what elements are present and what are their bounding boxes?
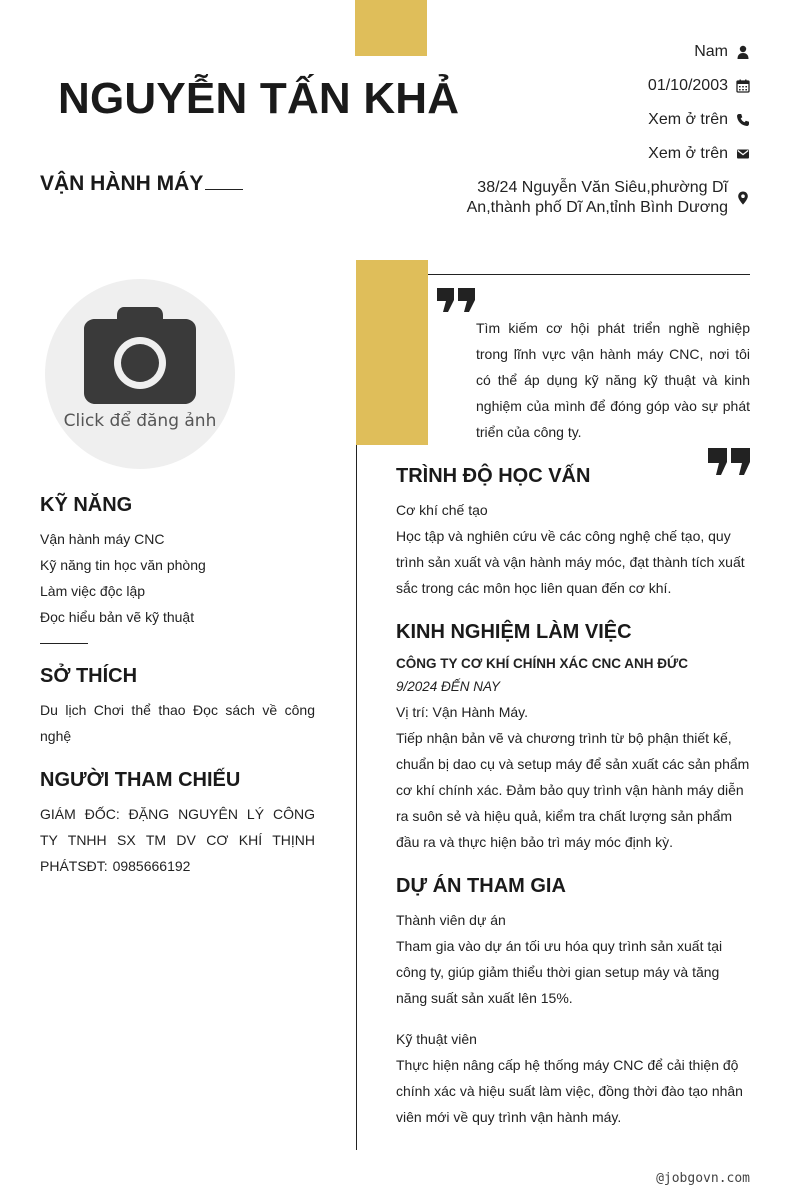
project-role: Thành viên dự án xyxy=(396,912,506,928)
projects-heading: DỰ ÁN THAM GIA xyxy=(396,875,566,897)
project-role: Kỹ thuật viên xyxy=(396,1031,477,1047)
avatar-caption: Click để đăng ảnh xyxy=(63,411,217,431)
accent-block-top xyxy=(355,0,427,56)
references-text: GIÁM ĐỐC: ĐẶNG NGUYÊN LÝ CÔNG TY TNHH SX TM DV CƠ KHÍ THỊNH PHÁTSĐT: 0985666192 xyxy=(40,806,315,874)
project-description: Tham gia vào dự án tối ưu hóa quy trình sản xuất tại công ty, giúp giảm thiểu thời gian setup máy và tăng năng suất sản xuất lên 15%. xyxy=(396,938,723,1006)
experience-description: Tiếp nhận bản vẽ và chương trình từ bộ phận thiết kế, chuẩn bị dao cụ và setup máy để sản xuất các sản phẩm cơ khí chính xác. Đảm bảo quy trình vận hành máy diễn ra suôn sẻ và hiệu quả, kiểm tra chất lượng sản phẩm đầu ra và thực hiện bảo trì máy móc định kỳ. xyxy=(396,730,750,850)
experience-company: CÔNG TY CƠ KHÍ CHÍNH XÁC CNC ANH ĐỨC xyxy=(396,656,688,671)
accent-block-mid xyxy=(356,260,428,445)
location-pin-icon xyxy=(736,191,750,205)
camera-icon xyxy=(83,307,197,407)
project-description: Thực hiện nâng cấp hệ thống máy CNC để cải thiện độ chính xác và hiệu suất làm việc, đồng thời đào tạo nhân viên mới về quy trình vận hành máy. xyxy=(396,1057,743,1125)
email-value: Xem ở trên xyxy=(648,145,728,162)
project-item xyxy=(396,1026,750,1130)
phone-icon xyxy=(736,113,750,127)
quote-open-icon xyxy=(437,288,475,312)
education-major: Cơ khí chế tạo xyxy=(396,502,488,518)
address-line-2: An,thành phố Dĩ An,tỉnh Bình Dương xyxy=(466,199,728,216)
career-objective: Tìm kiếm cơ hội phát triển nghề nghiệp trong lĩnh vực vận hành máy CNC, nơi tôi có thể áp dụng kỹ năng kỹ thuật và kinh nghiệm của mình để đóng góp vào sự phát triển của công ty. xyxy=(476,320,750,440)
address-value xyxy=(467,178,728,218)
job-title xyxy=(40,172,243,196)
skills-heading: KỸ NĂNG xyxy=(40,494,133,516)
experience-period: 9/2024 ĐẾN NAY xyxy=(396,679,501,694)
quote-divider xyxy=(428,274,750,275)
skills-list xyxy=(40,526,315,630)
job-title-text: VẬN HÀNH MÁY xyxy=(40,172,204,195)
skills-divider xyxy=(40,643,88,644)
address-line-1: 38/24 Nguyễn Văn Siêu,phường Dĩ xyxy=(477,179,728,196)
footer-watermark: @jobgovn.com xyxy=(656,1171,750,1186)
contact-birthday xyxy=(420,76,750,96)
contact-address xyxy=(420,178,750,218)
experience-section xyxy=(396,653,750,855)
contact-phone xyxy=(420,110,750,130)
avatar-upload[interactable] xyxy=(45,279,235,469)
quote-close-icon xyxy=(708,448,750,475)
skill-item: Kỹ năng tin học văn phòng xyxy=(40,557,206,573)
contact-email xyxy=(420,144,750,164)
email-icon xyxy=(736,147,750,161)
education-section xyxy=(396,497,750,601)
experience-heading: KINH NGHIỆM LÀM VIỆC xyxy=(396,621,632,643)
experience-position: Vị trí: Vận Hành Máy. xyxy=(396,704,529,720)
project-item xyxy=(396,907,750,1011)
skill-item: Vận hành máy CNC xyxy=(40,531,165,547)
gender-value: Nam xyxy=(694,43,728,60)
education-description: Học tập và nghiên cứu về các công nghệ chế tạo, quy trình sản xuất và vận hành máy móc, đạt thành tích xuất sắc trong các môn học liên quan đến cơ khí. xyxy=(396,528,745,596)
contact-gender xyxy=(420,42,750,62)
hobbies-text: Du lịch Chơi thể thao Đọc sách về công nghệ xyxy=(40,702,315,744)
education-heading: TRÌNH ĐỘ HỌC VẤN xyxy=(396,465,591,487)
hobbies-heading: SỞ THÍCH xyxy=(40,665,138,687)
skill-item: Đọc hiểu bản vẽ kỹ thuật xyxy=(40,609,195,625)
column-divider xyxy=(356,445,357,1150)
job-title-underline xyxy=(205,189,243,190)
phone-value: Xem ở trên xyxy=(648,111,728,128)
references-heading: NGƯỜI THAM CHIẾU xyxy=(40,769,241,791)
calendar-icon xyxy=(736,79,750,93)
person-icon xyxy=(736,45,750,59)
birthday-value: 01/10/2003 xyxy=(647,77,728,94)
skill-item: Làm việc độc lập xyxy=(40,583,146,599)
candidate-name: NGUYỄN TẤN KHẢ xyxy=(58,74,460,123)
